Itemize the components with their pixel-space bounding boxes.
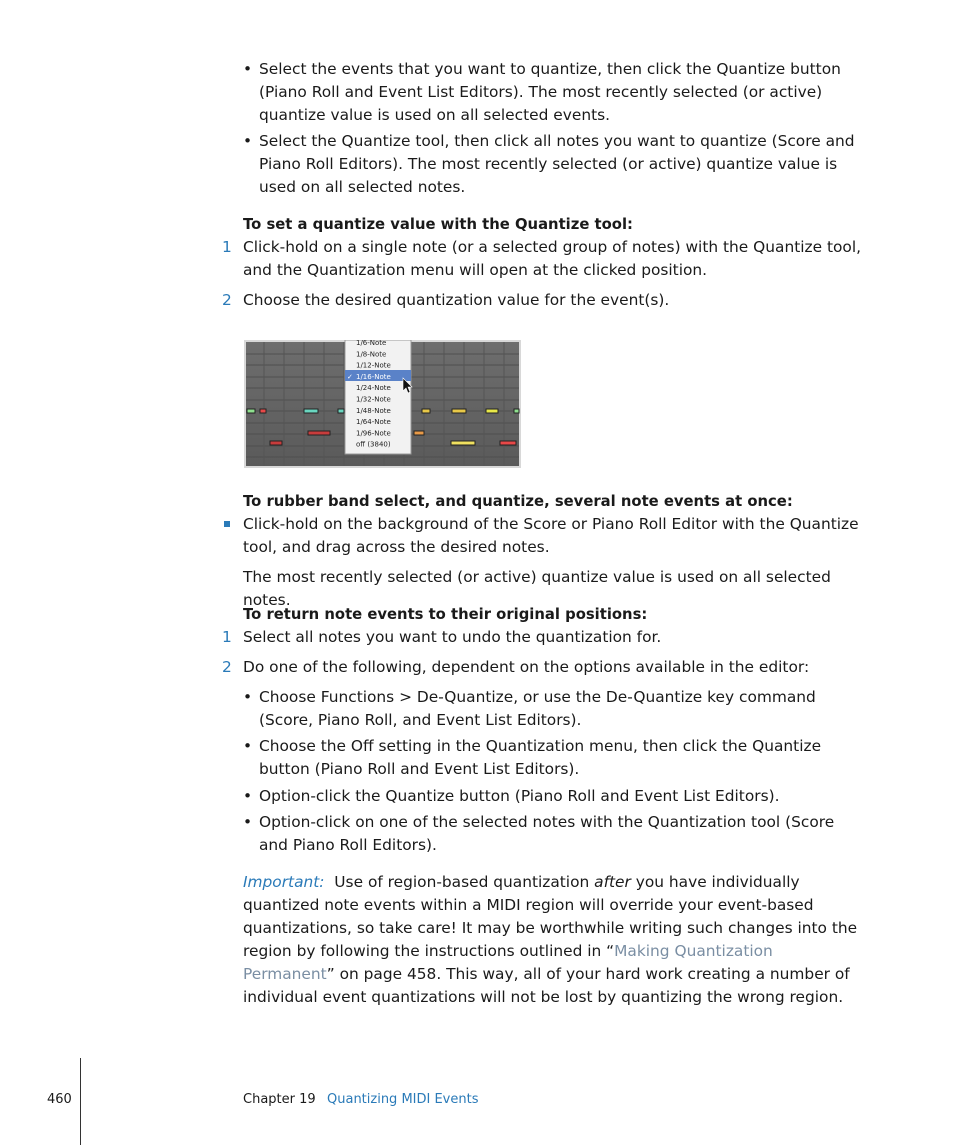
- menu-item[interactable]: 1/8-Note: [356, 350, 387, 359]
- footer-chapter-title: Quantizing MIDI Events: [327, 1092, 479, 1107]
- checkmark-icon: ✓: [347, 372, 353, 381]
- bullet-dot: •: [243, 737, 253, 755]
- step-text: Do one of the following, dependent on the options available in the editor:: [243, 658, 810, 676]
- menu-item[interactable]: 1/64-Note: [356, 418, 391, 427]
- bullet-text: Option-click the Quantize button (Piano Roll and Event List Editors).: [259, 787, 780, 805]
- menu-item[interactable]: 1/12-Note: [356, 361, 391, 370]
- bullet-text: Select the events that you want to quantize, then click the Quantize button (Piano Roll and Event List Editors). The most recently selected (or active) quantize value is used on all selected events.: [259, 60, 841, 124]
- footer-divider: [80, 1058, 81, 1145]
- bullet-text: Option-click on one of the selected notes with the Quantization tool (Score and Piano Roll Editors).: [259, 813, 835, 854]
- important-note: [243, 871, 865, 1009]
- important-label: Important:: [243, 873, 325, 891]
- menu-item[interactable]: 1/32-Note: [356, 395, 391, 404]
- step-number: 2: [222, 658, 232, 676]
- quantization-menu-screenshot: [244, 340, 521, 468]
- step-text: Choose the desired quantization value for the event(s).: [243, 291, 670, 309]
- bullet-text: Select the Quantize tool, then click all notes you want to quantize (Score and Piano Roll Editors). The most recently selected (or active) quantize value is used on all selected notes.: [259, 132, 855, 196]
- piano-roll-image: [244, 340, 521, 468]
- menu-item[interactable]: 1/24-Note: [356, 384, 391, 393]
- step-text: Select all notes you want to undo the quantization for.: [243, 628, 662, 646]
- menu-item[interactable]: off (3840): [356, 440, 391, 449]
- step-number: 1: [222, 238, 232, 256]
- paragraph: The most recently selected (or active) quantize value is used on all selected notes.: [243, 568, 831, 609]
- page-number: 460: [47, 1092, 72, 1107]
- bullet-dot: •: [243, 787, 253, 805]
- bullet-text: Choose the Off setting in the Quantization menu, then click the Quantize button (Piano Roll and Event List Editors).: [259, 737, 822, 778]
- important-emphasis: after: [594, 873, 631, 891]
- bullet-dot: •: [243, 132, 253, 150]
- square-bullet-text: Click-hold on the background of the Score or Piano Roll Editor with the Quantize tool, and drag across the desired notes.: [243, 515, 859, 556]
- important-text: Use of region-based quantization: [334, 873, 595, 891]
- step-number: 1: [222, 628, 232, 646]
- section-heading: To rubber band select, and quantize, several note events at once:: [243, 493, 793, 510]
- menu-item[interactable]: 1/16-Note: [356, 372, 391, 381]
- menu-item[interactable]: 1/6-Note: [356, 340, 387, 347]
- cross-reference-link[interactable]: Making Quantization Permanent: [243, 942, 773, 983]
- section-heading: To return note events to their original positions:: [243, 606, 648, 623]
- section-heading: To set a quantize value with the Quantize tool:: [243, 216, 633, 233]
- bullet-dot: •: [243, 813, 253, 831]
- bullet-dot: •: [243, 688, 253, 706]
- important-text: ” on page 458. This way, all of your hard work creating a number of individual event quantizations will not be lost by quantizing the wrong region.: [243, 965, 850, 1006]
- bullet-dot: •: [243, 60, 253, 78]
- square-bullet-icon: [224, 521, 230, 527]
- bullet-text: Choose Functions > De-Quantize, or use the De-Quantize key command (Score, Piano Roll, and Event List Editors).: [259, 688, 816, 729]
- step-text: Click-hold on a single note (or a selected group of notes) with the Quantize tool, and the Quantization menu will open at the clicked position.: [243, 238, 862, 279]
- important-text: you have individually quantized note events within a MIDI region will override your event-based quantizations, so take care! It may be worthwhile writing such changes into the region by following the instructions outlined in “: [243, 873, 858, 960]
- footer-chapter: Chapter 19: [243, 1092, 316, 1107]
- menu-item[interactable]: 1/48-Note: [356, 406, 391, 415]
- step-number: 2: [222, 291, 232, 309]
- menu-item[interactable]: 1/96-Note: [356, 429, 391, 438]
